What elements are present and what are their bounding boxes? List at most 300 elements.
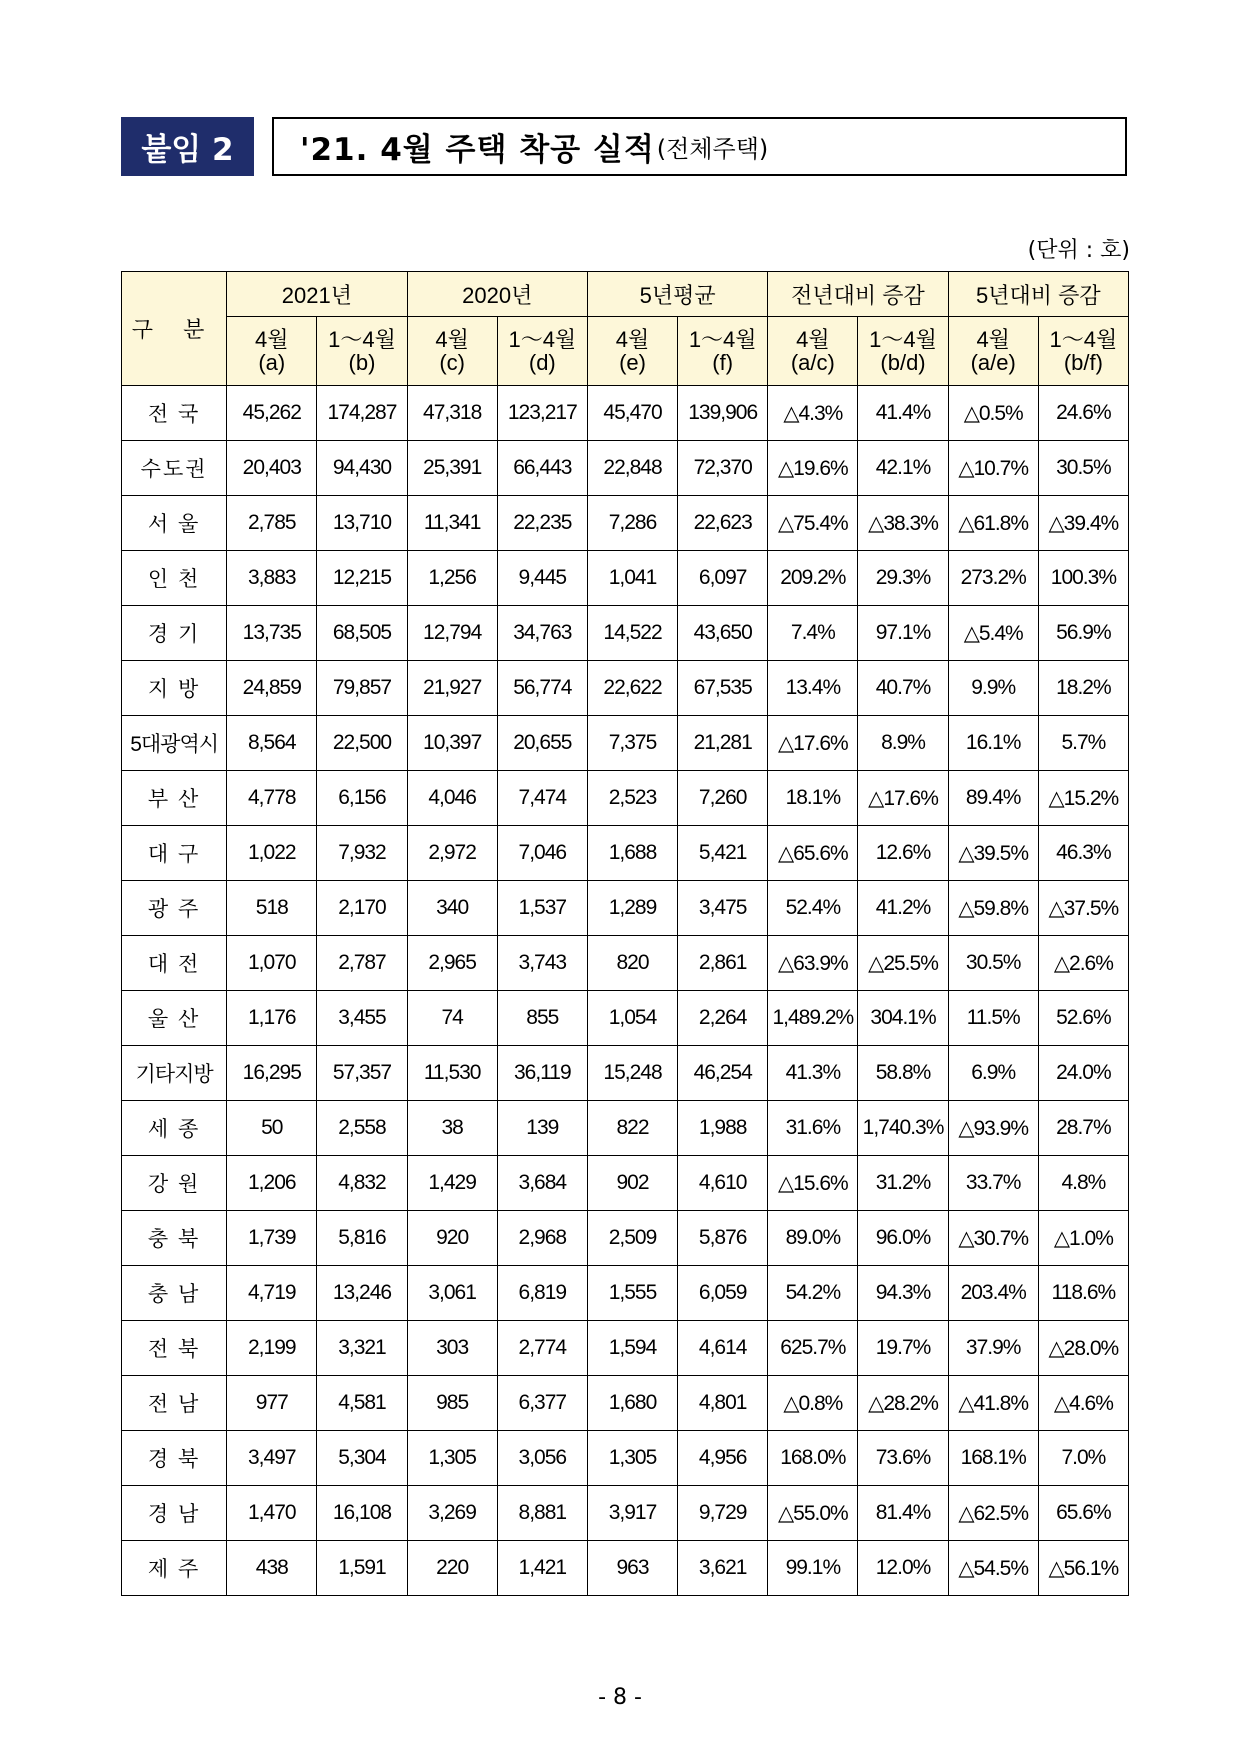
table-cell: 340	[407, 881, 497, 936]
table-cell: 1,988	[678, 1101, 768, 1156]
sub-header	[768, 317, 858, 386]
table-cell: 41.4%	[858, 386, 948, 441]
sub-header	[587, 317, 677, 386]
table-cell: 8,564	[227, 716, 317, 771]
attachment-badge: 붙임 2	[121, 117, 254, 176]
table-cell: △2.6%	[1038, 936, 1128, 991]
table-cell: 2,509	[587, 1211, 677, 1266]
table-cell: 52.6%	[1038, 991, 1128, 1046]
table-cell: 6.9%	[948, 1046, 1038, 1101]
table-cell: 13,710	[317, 496, 407, 551]
sub-header	[317, 317, 407, 386]
table-cell: 11,341	[407, 496, 497, 551]
table-cell: 625.7%	[768, 1321, 858, 1376]
table-cell: 168.1%	[948, 1431, 1038, 1486]
table-cell: 43,650	[678, 606, 768, 661]
table-cell: 1,041	[587, 551, 677, 606]
sub-header-code: (a/c)	[790, 350, 835, 375]
table-cell: 1,305	[407, 1431, 497, 1486]
table-cell: 22,622	[587, 661, 677, 716]
table-cell: 9,729	[678, 1486, 768, 1541]
sub-header	[1038, 317, 1128, 386]
table-cell: △10.7%	[948, 441, 1038, 496]
table-cell: 9,445	[497, 551, 587, 606]
row-label: 강 원	[122, 1156, 227, 1211]
table-row	[122, 991, 1129, 1046]
sub-header-code: (a)	[258, 350, 286, 375]
sub-header-code: (e)	[619, 350, 646, 375]
table-cell: 22,623	[678, 496, 768, 551]
table-cell: △61.8%	[948, 496, 1038, 551]
table-cell: △28.0%	[1038, 1321, 1128, 1376]
table-cell: △62.5%	[948, 1486, 1038, 1541]
row-label: 충 북	[122, 1211, 227, 1266]
table-cell: 6,377	[497, 1376, 587, 1431]
table-cell: 220	[407, 1541, 497, 1596]
row-label: 경 남	[122, 1486, 227, 1541]
table-cell: 79,857	[317, 661, 407, 716]
row-label: 전 남	[122, 1376, 227, 1431]
table-cell: △75.4%	[768, 496, 858, 551]
table-cell: 977	[227, 1376, 317, 1431]
table-row	[122, 1101, 1129, 1156]
table-cell: 8,881	[497, 1486, 587, 1541]
table-cell: 7.4%	[768, 606, 858, 661]
table-cell: 30.5%	[1038, 441, 1128, 496]
table-row	[122, 1486, 1129, 1541]
table-cell: 15,248	[587, 1046, 677, 1101]
table-cell: 2,523	[587, 771, 677, 826]
table-cell: 72,370	[678, 441, 768, 496]
table-cell: 4,778	[227, 771, 317, 826]
row-label: 세 종	[122, 1101, 227, 1156]
table-cell: 3,321	[317, 1321, 407, 1376]
table-cell: 7,932	[317, 826, 407, 881]
table-cell: 40.7%	[858, 661, 948, 716]
sub-header-period: 4월	[796, 326, 830, 352]
table-cell: 12.0%	[858, 1541, 948, 1596]
table-cell: △56.1%	[1038, 1541, 1128, 1596]
row-label: 대 구	[122, 826, 227, 881]
table-cell: 7,286	[587, 496, 677, 551]
table-cell: 1,688	[587, 826, 677, 881]
table-cell: 1,206	[227, 1156, 317, 1211]
table-cell: 2,787	[317, 936, 407, 991]
table-cell: 10,397	[407, 716, 497, 771]
table-cell: 11.5%	[948, 991, 1038, 1046]
table-cell: 6,156	[317, 771, 407, 826]
table-cell: 920	[407, 1211, 497, 1266]
sub-header-code: (f)	[712, 350, 734, 375]
table-cell: 36,119	[497, 1046, 587, 1101]
table-cell: △15.6%	[768, 1156, 858, 1211]
table-cell: 2,972	[407, 826, 497, 881]
table-cell: 45,470	[587, 386, 677, 441]
row-label: 대 전	[122, 936, 227, 991]
table-cell: △37.5%	[1038, 881, 1128, 936]
table-cell: 985	[407, 1376, 497, 1431]
table-cell: 209.2%	[768, 551, 858, 606]
table-cell: △59.8%	[948, 881, 1038, 936]
sub-header	[227, 317, 317, 386]
group-header: 5년평균	[587, 272, 767, 317]
table-cell: 5,876	[678, 1211, 768, 1266]
unit-label: (단위 : 호)	[1027, 238, 1130, 263]
table-row	[122, 1046, 1129, 1101]
table-cell: 9.9%	[948, 661, 1038, 716]
sub-header-period: 4월	[976, 326, 1010, 352]
table-cell: 7,046	[497, 826, 587, 881]
table-cell: 16,295	[227, 1046, 317, 1101]
table-cell: △38.3%	[858, 496, 948, 551]
table-cell: 303	[407, 1321, 497, 1376]
table-cell: 12,794	[407, 606, 497, 661]
row-label: 서 울	[122, 496, 227, 551]
table-cell: △63.9%	[768, 936, 858, 991]
table-cell: 67,535	[678, 661, 768, 716]
table-cell: 29.3%	[858, 551, 948, 606]
table-cell: 19.7%	[858, 1321, 948, 1376]
table-cell: △39.5%	[948, 826, 1038, 881]
group-header: 2021년	[227, 272, 407, 317]
row-label: 기타지방	[122, 1046, 227, 1101]
table-cell: △17.6%	[768, 716, 858, 771]
housing-starts-table	[121, 271, 1129, 1596]
corner-header: 구 분	[122, 272, 227, 386]
table-row	[122, 936, 1129, 991]
table-cell: 4,956	[678, 1431, 768, 1486]
sub-header-period: 1～4월	[869, 326, 937, 352]
row-label: 인 천	[122, 551, 227, 606]
table-cell: 1,070	[227, 936, 317, 991]
table-cell: 54.2%	[768, 1266, 858, 1321]
sub-header-code: (c)	[439, 350, 465, 375]
table-row	[122, 826, 1129, 881]
table-cell: 31.6%	[768, 1101, 858, 1156]
sub-header-period: 4월	[615, 326, 650, 352]
table-cell: 1,429	[407, 1156, 497, 1211]
table-cell: 902	[587, 1156, 677, 1211]
table-cell: 24,859	[227, 661, 317, 716]
table-cell: 1,022	[227, 826, 317, 881]
table-cell: 20,655	[497, 716, 587, 771]
table-cell: 963	[587, 1541, 677, 1596]
table-cell: 94.3%	[858, 1266, 948, 1321]
table-cell: 7,375	[587, 716, 677, 771]
sub-header-code: (b/f)	[1063, 350, 1103, 375]
table-cell: 3,497	[227, 1431, 317, 1486]
table-cell: 3,056	[497, 1431, 587, 1486]
sub-header-period: 4월	[435, 326, 469, 352]
table-cell: 5,304	[317, 1431, 407, 1486]
table-cell: 438	[227, 1541, 317, 1596]
table-row	[122, 716, 1129, 771]
sub-header	[407, 317, 497, 386]
table-cell: △55.0%	[768, 1486, 858, 1541]
table-cell: 123,217	[497, 386, 587, 441]
table-row	[122, 606, 1129, 661]
table-cell: 30.5%	[948, 936, 1038, 991]
table-cell: △25.5%	[858, 936, 948, 991]
table-cell: 2,264	[678, 991, 768, 1046]
table-cell: 2,170	[317, 881, 407, 936]
table-cell: 18.1%	[768, 771, 858, 826]
table-row	[122, 661, 1129, 716]
table-cell: 45,262	[227, 386, 317, 441]
document-subtitle: (전체주택)	[656, 135, 769, 163]
group-header: 전년대비 증감	[768, 272, 948, 317]
table-cell: 2,968	[497, 1211, 587, 1266]
table-cell: 1,054	[587, 991, 677, 1046]
table-cell: 33.7%	[948, 1156, 1038, 1211]
table-cell: 203.4%	[948, 1266, 1038, 1321]
table-cell: 22,235	[497, 496, 587, 551]
document-title: '21. 4월 주택 착공 실적	[300, 132, 655, 168]
table-cell: 2,785	[227, 496, 317, 551]
table-cell: 81.4%	[858, 1486, 948, 1541]
table-cell: 11,530	[407, 1046, 497, 1101]
table-cell: 1,176	[227, 991, 317, 1046]
document-title-box	[272, 117, 1127, 176]
table-cell: 24.0%	[1038, 1046, 1128, 1101]
sub-header	[948, 317, 1038, 386]
table-cell: 24.6%	[1038, 386, 1128, 441]
table-cell: 4,832	[317, 1156, 407, 1211]
row-label: 지 방	[122, 661, 227, 716]
table-cell: 31.2%	[858, 1156, 948, 1211]
table-cell: 13,246	[317, 1266, 407, 1321]
table-cell: 1,256	[407, 551, 497, 606]
table-cell: △41.8%	[948, 1376, 1038, 1431]
table-cell: 65.6%	[1038, 1486, 1128, 1541]
table-cell: 7,474	[497, 771, 587, 826]
row-label: 전 국	[122, 386, 227, 441]
sub-header	[678, 317, 768, 386]
table-cell: 2,861	[678, 936, 768, 991]
table-cell: 3,684	[497, 1156, 587, 1211]
table-cell: 4,581	[317, 1376, 407, 1431]
table-cell: 855	[497, 991, 587, 1046]
table-row	[122, 771, 1129, 826]
table-cell: 3,883	[227, 551, 317, 606]
table-cell: 1,305	[587, 1431, 677, 1486]
table-cell: 168.0%	[768, 1431, 858, 1486]
table-cell: 52.4%	[768, 881, 858, 936]
table-cell: 25,391	[407, 441, 497, 496]
table-cell: 1,594	[587, 1321, 677, 1376]
table-cell: 74	[407, 991, 497, 1046]
table-cell: 12.6%	[858, 826, 948, 881]
row-label: 5대광역시	[122, 716, 227, 771]
row-label: 제 주	[122, 1541, 227, 1596]
sub-header-period: 4월	[255, 326, 289, 352]
table-row	[122, 1541, 1129, 1596]
table-cell: 42.1%	[858, 441, 948, 496]
sub-header-period: 1～4월	[1049, 326, 1118, 352]
table-cell: 16,108	[317, 1486, 407, 1541]
table-cell: 89.4%	[948, 771, 1038, 826]
table-cell: 2,199	[227, 1321, 317, 1376]
sub-header	[858, 317, 948, 386]
table-cell: 1,537	[497, 881, 587, 936]
table-cell: 4,610	[678, 1156, 768, 1211]
sub-header-code: (a/e)	[970, 350, 1016, 375]
row-label: 경 기	[122, 606, 227, 661]
table-cell: 28.7%	[1038, 1101, 1128, 1156]
table-row	[122, 551, 1129, 606]
table-cell: 118.6%	[1038, 1266, 1128, 1321]
table-cell: 58.8%	[858, 1046, 948, 1101]
table-cell: 518	[227, 881, 317, 936]
table-cell: 94,430	[317, 441, 407, 496]
table-cell: △28.2%	[858, 1376, 948, 1431]
table-cell: 99.1%	[768, 1541, 858, 1596]
table-cell: 57,357	[317, 1046, 407, 1101]
table-cell: 46.3%	[1038, 826, 1128, 881]
row-label: 수도권	[122, 441, 227, 496]
table-cell: △65.6%	[768, 826, 858, 881]
table-cell: 5,816	[317, 1211, 407, 1266]
table-cell: 6,059	[678, 1266, 768, 1321]
sub-header-period: 1～4월	[328, 326, 396, 352]
sub-header-code: (b/d)	[880, 350, 926, 375]
group-header: 2020년	[407, 272, 587, 317]
table-cell: 4,719	[227, 1266, 317, 1321]
table-cell: 66,443	[497, 441, 587, 496]
sub-header-code: (d)	[528, 350, 556, 375]
table-row	[122, 1321, 1129, 1376]
table-cell: 96.0%	[858, 1211, 948, 1266]
table-cell: 7,260	[678, 771, 768, 826]
table-cell: 37.9%	[948, 1321, 1038, 1376]
sub-header-code: (b)	[348, 350, 376, 375]
table-cell: △30.7%	[948, 1211, 1038, 1266]
table-cell: 73.6%	[858, 1431, 948, 1486]
row-label: 경 북	[122, 1431, 227, 1486]
table-row	[122, 496, 1129, 551]
table-cell: 4,614	[678, 1321, 768, 1376]
table-cell: 3,455	[317, 991, 407, 1046]
table-cell: 6,819	[497, 1266, 587, 1321]
table-cell: 4,046	[407, 771, 497, 826]
sub-header-period: 1～4월	[508, 326, 577, 352]
table-cell: 41.2%	[858, 881, 948, 936]
table-cell: 3,269	[407, 1486, 497, 1541]
table-cell: 1,489.2%	[768, 991, 858, 1046]
table-cell: 21,927	[407, 661, 497, 716]
table-cell: 12,215	[317, 551, 407, 606]
table-cell: 822	[587, 1101, 677, 1156]
table-cell: 2,558	[317, 1101, 407, 1156]
table-cell: 89.0%	[768, 1211, 858, 1266]
table-cell: 304.1%	[858, 991, 948, 1046]
table-cell: 34,763	[497, 606, 587, 661]
table-cell: 5.7%	[1038, 716, 1128, 771]
sub-header-row	[122, 317, 1129, 386]
table-cell: △0.5%	[948, 386, 1038, 441]
table-cell: 3,743	[497, 936, 587, 991]
table-cell: 1,740.3%	[858, 1101, 948, 1156]
table-cell: 100.3%	[1038, 551, 1128, 606]
table-cell: 4,801	[678, 1376, 768, 1431]
table-cell: 41.3%	[768, 1046, 858, 1101]
table-cell: 50	[227, 1101, 317, 1156]
table-cell: 68,505	[317, 606, 407, 661]
table-cell: 46,254	[678, 1046, 768, 1101]
table-cell: △93.9%	[948, 1101, 1038, 1156]
row-label: 광 주	[122, 881, 227, 936]
table-cell: 8.9%	[858, 716, 948, 771]
table-cell: 18.2%	[1038, 661, 1128, 716]
table-row	[122, 1266, 1129, 1321]
table-cell: △1.0%	[1038, 1211, 1128, 1266]
table-cell: 14,522	[587, 606, 677, 661]
table-cell: △39.4%	[1038, 496, 1128, 551]
table-cell: 820	[587, 936, 677, 991]
sub-header	[497, 317, 587, 386]
table-cell: △5.4%	[948, 606, 1038, 661]
table-row	[122, 386, 1129, 441]
table-cell: △54.5%	[948, 1541, 1038, 1596]
table-cell: 22,500	[317, 716, 407, 771]
table-row	[122, 1376, 1129, 1431]
row-label: 울 산	[122, 991, 227, 1046]
table-row	[122, 1211, 1129, 1266]
table-cell: 174,287	[317, 386, 407, 441]
table-cell: △15.2%	[1038, 771, 1128, 826]
table-cell: △19.6%	[768, 441, 858, 496]
table-cell: 3,621	[678, 1541, 768, 1596]
table-row	[122, 881, 1129, 936]
table-cell: 1,470	[227, 1486, 317, 1541]
table-cell: 47,318	[407, 386, 497, 441]
page-number: - 8 -	[598, 1685, 642, 1710]
table-cell: 3,917	[587, 1486, 677, 1541]
table-cell: △4.6%	[1038, 1376, 1128, 1431]
table-cell: 5,421	[678, 826, 768, 881]
table-row	[122, 1431, 1129, 1486]
table-cell: 21,281	[678, 716, 768, 771]
table-cell: 139	[497, 1101, 587, 1156]
table-cell: 16.1%	[948, 716, 1038, 771]
table-cell: 1,289	[587, 881, 677, 936]
table-cell: △4.3%	[768, 386, 858, 441]
table-cell: △0.8%	[768, 1376, 858, 1431]
table-row	[122, 1156, 1129, 1211]
table-cell: 6,097	[678, 551, 768, 606]
table-cell: 7.0%	[1038, 1431, 1128, 1486]
table-cell: 22,848	[587, 441, 677, 496]
table-cell: 13,735	[227, 606, 317, 661]
group-header: 5년대비 증감	[948, 272, 1128, 317]
table-cell: △17.6%	[858, 771, 948, 826]
table-cell: 2,965	[407, 936, 497, 991]
group-header-row	[122, 272, 1129, 317]
table-cell: 273.2%	[948, 551, 1038, 606]
table-cell: 97.1%	[858, 606, 948, 661]
table-row	[122, 441, 1129, 496]
table-cell: 139,906	[678, 386, 768, 441]
table-cell: 1,739	[227, 1211, 317, 1266]
table-cell: 1,421	[497, 1541, 587, 1596]
table-cell: 1,555	[587, 1266, 677, 1321]
table-cell: 20,403	[227, 441, 317, 496]
table-cell: 3,061	[407, 1266, 497, 1321]
table-cell: 56.9%	[1038, 606, 1128, 661]
table-cell: 1,591	[317, 1541, 407, 1596]
table-cell: 38	[407, 1101, 497, 1156]
table-cell: 3,475	[678, 881, 768, 936]
